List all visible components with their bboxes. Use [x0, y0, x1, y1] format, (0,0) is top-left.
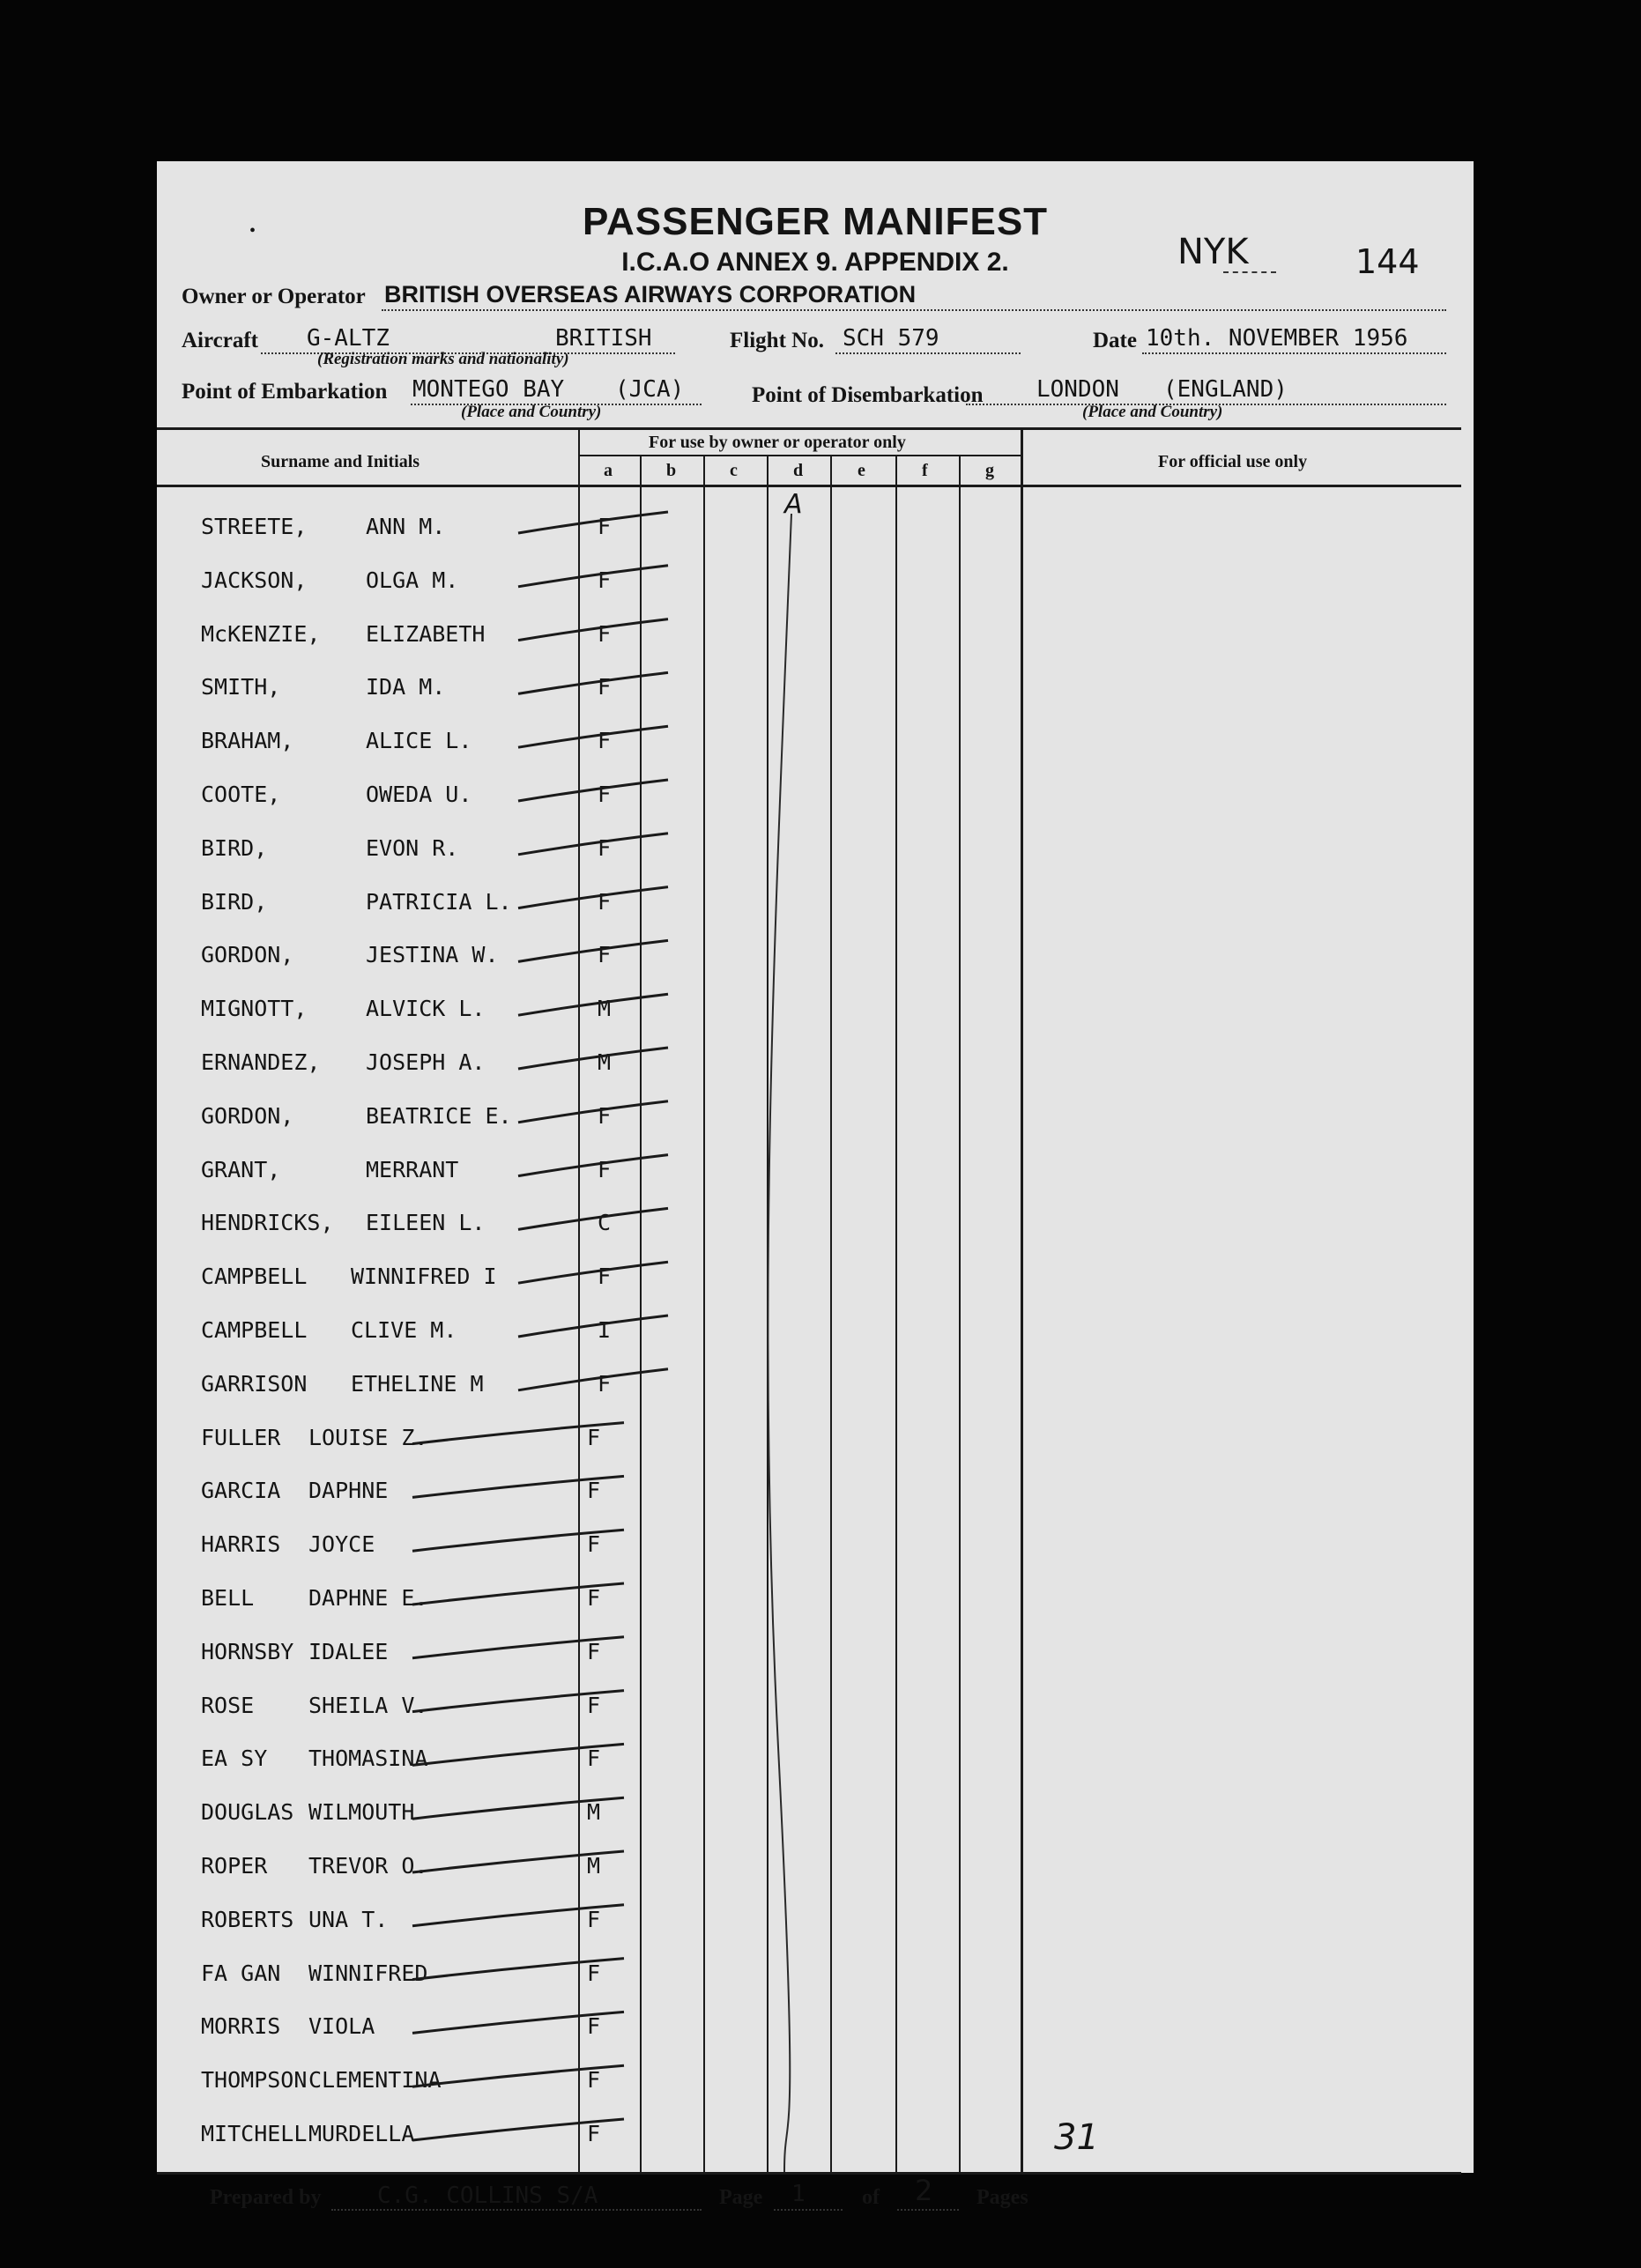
passenger-surname: MORRIS: [201, 2013, 281, 2040]
passenger-initials: IDALEE: [308, 1638, 389, 1664]
passenger-surname: HORNSBY: [201, 1638, 294, 1664]
embarkation-place: MONTEGO BAY: [412, 376, 565, 403]
col-letter-e: e: [858, 461, 865, 480]
passenger-surname: JACKSON,: [201, 567, 308, 593]
passenger-sex-code: F: [598, 514, 612, 539]
page-number: 144: [1355, 242, 1420, 281]
manifest-sheet: [157, 161, 1474, 2209]
passenger-initials: VIOLA: [308, 2013, 375, 2040]
passenger-sex-code: F: [587, 2121, 601, 2146]
checkmark-stroke: [412, 1797, 624, 1819]
passenger-surname: THOMPSON: [201, 2067, 308, 2094]
checkmark-stroke: [518, 1369, 668, 1390]
checkmark-stroke: [412, 2119, 624, 2140]
passenger-initials: MURDELLA: [308, 2121, 415, 2146]
of-value: 2: [915, 2174, 933, 2207]
passenger-surname: ROPER: [201, 1853, 268, 1879]
passenger-initials: ANN M.: [366, 514, 446, 539]
flight-value: SCH 579: [843, 325, 939, 352]
col-header-name: Surname and Initials: [261, 452, 420, 471]
passenger-initials: WILMOUTH: [308, 1799, 415, 1826]
stamp-code: NYK: [1177, 232, 1249, 272]
passenger-surname: MIGNOTT,: [201, 996, 308, 1022]
passenger-surname: MITCHELL: [201, 2121, 308, 2146]
passenger-initials: WINNIFRED: [308, 1960, 428, 1986]
passenger-sex-code: M: [587, 1853, 601, 1879]
passenger-sex-code: F: [598, 942, 612, 968]
page-dotline: [774, 2209, 843, 2211]
pages-label: Pages: [976, 2186, 1028, 2209]
passenger-sex-code: F: [598, 834, 612, 861]
passenger-sex-code: F: [587, 1906, 601, 1932]
checkmark-stroke: [412, 1959, 624, 1980]
col-header-operator: For use by owner or operator only: [649, 433, 906, 452]
passenger-initials: JESTINA W.: [366, 942, 499, 968]
passenger-initials: DAPHNE E.: [308, 1585, 428, 1611]
checkmark-stroke: [518, 1048, 668, 1069]
passenger-surname: GARRISON: [201, 1370, 308, 1397]
disembarkation-label: Point of Disembarkation: [752, 383, 984, 407]
of-dotline: [897, 2209, 959, 2211]
col-header-official: For official use only: [1158, 452, 1308, 471]
checkmark-stroke: [518, 780, 668, 801]
passenger-sex-code: F: [587, 1960, 601, 1986]
passenger-sex-code: F: [587, 1585, 601, 1611]
col-letter-a: a: [604, 461, 613, 480]
passenger-initials: OWEDA U.: [366, 782, 472, 807]
passenger-initials: CLEMENTINA: [308, 2067, 442, 2094]
passenger-sex-code: M: [598, 1049, 612, 1075]
passenger-sex-code: F: [598, 728, 612, 754]
aircraft-nationality: BRITISH: [555, 325, 652, 352]
aircraft-note: (Registration marks and nationality): [317, 350, 569, 368]
checkmark-stroke: [412, 1530, 624, 1551]
passenger-surname: GORDON,: [201, 1102, 294, 1129]
flight-label: Flight No.: [730, 329, 824, 352]
prepared-value: C.G. COLLINS S/A: [377, 2183, 598, 2209]
passenger-surname: EA SY: [201, 1745, 268, 1772]
passenger-sex-code: F: [598, 1156, 612, 1182]
passenger-sex-code: F: [587, 1424, 601, 1450]
passenger-surname: CAMPBELL: [201, 1317, 308, 1343]
owner-value: BRITISH OVERSEAS AIRWAYS CORPORATION: [384, 281, 917, 308]
passenger-initials: ELIZABETH: [366, 620, 486, 647]
passenger-initials: EVON R.: [366, 834, 459, 861]
passenger-surname: SMITH,: [201, 674, 281, 700]
owner-label: Owner or Operator: [182, 285, 366, 308]
passenger-sex-code: M: [598, 996, 612, 1022]
passenger-initials: JOSEPH A.: [366, 1049, 486, 1075]
checkmark-stroke: [518, 1155, 668, 1176]
checkmark-stroke: [518, 1316, 668, 1337]
passenger-surname: BELL: [201, 1585, 255, 1611]
checkmark-stroke: [412, 1691, 624, 1712]
checkmark-stroke: [412, 2012, 624, 2033]
passenger-surname: CAMPBELL: [201, 1264, 308, 1290]
checkmark-stroke: [518, 512, 668, 533]
passenger-sex-code: F: [587, 1531, 601, 1558]
passenger-initials: ETHELINE M: [351, 1370, 484, 1397]
passenger-initials: LOUISE Z.: [308, 1424, 428, 1450]
passenger-surname: FA GAN: [201, 1960, 281, 1986]
passenger-surname: HARRIS: [201, 1531, 281, 1558]
date-label: Date: [1093, 329, 1137, 352]
passenger-surname: GRANT,: [201, 1156, 281, 1182]
checkmark-stroke: [518, 834, 668, 855]
passenger-surname: STREETE,: [201, 514, 308, 539]
checkmark-stroke: [518, 887, 668, 908]
date-value: 10th. NOVEMBER 1956: [1146, 325, 1408, 352]
passenger-initials: MERRANT: [366, 1156, 459, 1182]
passenger-initials: OLGA M.: [366, 567, 459, 593]
passenger-sex-code: F: [598, 782, 612, 807]
checkmark-stroke: [412, 1744, 624, 1765]
embarkation-label: Point of Embarkation: [182, 380, 388, 404]
passenger-sex-code: I: [598, 1317, 612, 1343]
disembarkation-place: LONDON: [1036, 376, 1119, 403]
passenger-sex-code: F: [598, 1102, 612, 1129]
col-letter-f: f: [922, 461, 928, 480]
page-subtitle: I.C.A.O ANNEX 9. APPENDIX 2.: [621, 248, 1009, 277]
checkmark-stroke: [518, 619, 668, 641]
passenger-surname: ROBERTS: [201, 1906, 294, 1932]
tick-marks-layer: [157, 161, 1474, 2173]
passenger-sex-code: F: [587, 1745, 601, 1772]
checkmark-stroke: [412, 1583, 624, 1605]
passenger-sex-code: C: [598, 1210, 612, 1236]
checkmark-stroke: [412, 2065, 624, 2086]
passenger-initials: PATRICIA L.: [366, 888, 512, 915]
checkmark-stroke: [518, 994, 668, 1015]
vertical-tick-line: [768, 514, 791, 2172]
passenger-sex-code: F: [587, 1478, 601, 1504]
ink-speck: •: [249, 221, 256, 241]
checkmark-stroke: [412, 1637, 624, 1658]
aircraft-label: Aircraft: [182, 329, 258, 352]
col-letter-d: d: [793, 461, 804, 480]
page-label: Page: [719, 2186, 763, 2209]
checkmark-stroke: [518, 1262, 668, 1283]
passenger-surname: ERNANDEZ,: [201, 1049, 321, 1075]
aircraft-registration: G-ALTZ: [307, 325, 390, 352]
checkmark-stroke: [518, 1101, 668, 1123]
embarkation-note: (Place and Country): [461, 403, 602, 421]
passenger-sex-code: F: [587, 1692, 601, 1718]
checkmark-stroke: [518, 672, 668, 693]
passenger-initials: UNA T.: [308, 1906, 389, 1932]
passenger-surname: BRAHAM,: [201, 728, 294, 754]
passenger-initials: IDA M.: [366, 674, 446, 700]
col-letter-c: c: [730, 461, 738, 480]
passenger-sex-code: M: [587, 1799, 601, 1826]
checkmark-stroke: [518, 566, 668, 587]
disembarkation-country: (ENGLAND): [1163, 376, 1288, 403]
checkmark-stroke: [412, 1476, 624, 1497]
checkmark-stroke: [518, 726, 668, 747]
passenger-initials: JOYCE: [308, 1531, 375, 1558]
passenger-initials: SHEILA V.: [308, 1692, 428, 1718]
passenger-surname: COOTE,: [201, 782, 281, 807]
passenger-initials: ALVICK L.: [366, 996, 486, 1022]
passenger-sex-code: F: [598, 567, 612, 593]
checkmark-stroke: [518, 940, 668, 961]
passenger-initials: WINNIFRED I: [351, 1264, 497, 1290]
passenger-initials: DAPHNE: [308, 1478, 389, 1504]
page-title: PASSENGER MANIFEST: [582, 200, 1049, 243]
passenger-surname: GORDON,: [201, 942, 294, 968]
passenger-initials: TREVOR O.: [308, 1853, 428, 1879]
passenger-surname: FULLER: [201, 1424, 281, 1450]
passenger-surname: HENDRICKS,: [201, 1210, 334, 1236]
col-letter-g: g: [985, 461, 994, 480]
passenger-sex-code: F: [598, 620, 612, 647]
passenger-sex-code: F: [587, 2067, 601, 2094]
passenger-initials: ALICE L.: [366, 728, 472, 754]
passenger-initials: CLIVE M.: [351, 1317, 457, 1343]
passenger-sex-code: F: [598, 888, 612, 915]
passenger-initials: THOMASINA: [308, 1745, 428, 1772]
checkmark-stroke: [412, 1851, 624, 1872]
prepared-dotline: [331, 2209, 702, 2211]
disembarkation-note: (Place and Country): [1082, 403, 1223, 421]
passenger-surname: McKENZIE,: [201, 620, 321, 647]
passenger-sex-code: F: [587, 1638, 601, 1664]
d-column-mark: A: [784, 489, 803, 520]
passenger-surname: GARCIA: [201, 1478, 281, 1504]
passenger-initials: EILEEN L.: [366, 1210, 486, 1236]
embarkation-country: (JCA): [615, 376, 685, 403]
passenger-surname: BIRD,: [201, 834, 268, 861]
passenger-surname: ROSE: [201, 1692, 255, 1718]
checkmark-stroke: [518, 1208, 668, 1229]
checkmark-stroke: [412, 1905, 624, 1926]
official-count: 31: [1054, 2117, 1099, 2158]
passenger-sex-code: F: [598, 1264, 612, 1290]
passenger-sex-code: F: [598, 674, 612, 700]
passenger-surname: DOUGLAS: [201, 1799, 294, 1826]
prepared-label: Prepared by: [210, 2186, 322, 2209]
of-label: of: [862, 2186, 880, 2209]
passenger-sex-code: F: [598, 1370, 612, 1397]
checkmark-stroke: [412, 1423, 624, 1444]
passenger-sex-code: F: [587, 2013, 601, 2040]
col-letter-b: b: [666, 461, 677, 480]
passenger-initials: BEATRICE E.: [366, 1102, 512, 1129]
passenger-surname: BIRD,: [201, 888, 268, 915]
page-value: 1: [791, 2181, 806, 2207]
